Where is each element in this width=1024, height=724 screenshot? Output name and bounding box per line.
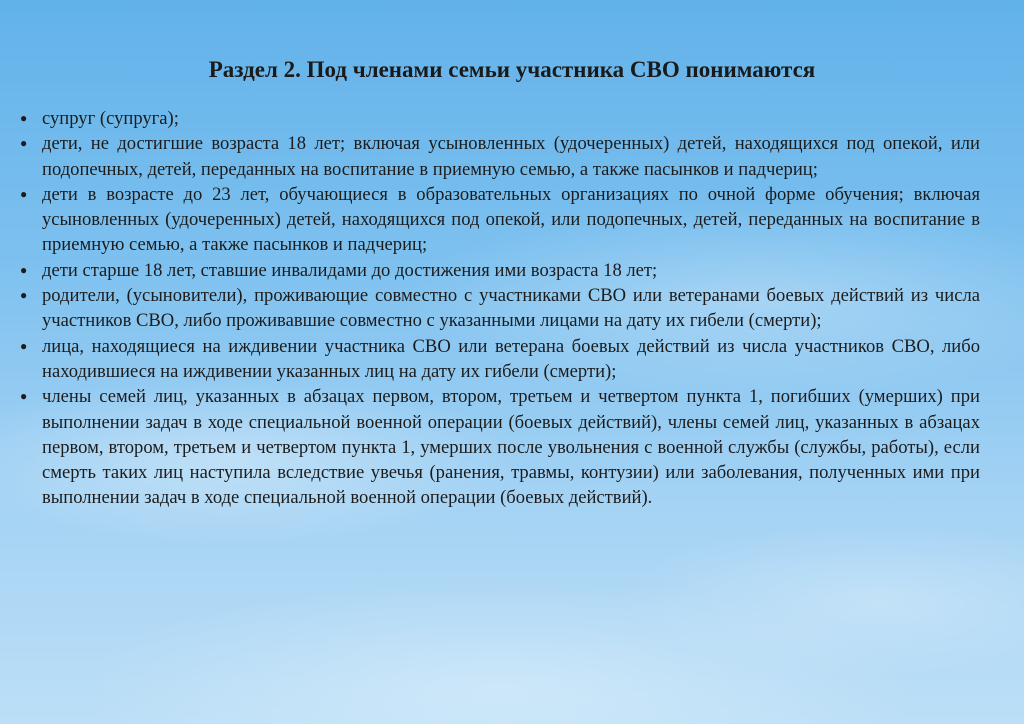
list-item [18,283,980,334]
bullet-icon: ● [20,186,28,201]
list-item-text: дети в возрасте до 23 лет, обучающиеся в образовательных организациях по очной форме обучения; включая усыновленных (удочеренных) детей, находящихся под опекой, или подопечных, детей, переданных на воспитание в приемную семью, а также пасынков и падчериц; [42,183,980,256]
slide-title: Раздел 2. Под членами семьи участника СВО понимаются [208,57,816,82]
list-item-text: родители, (усыновители), проживающие совместно с участниками СВО или ветеранами боевых действий из числа участников СВО, либо проживавшие совместно с указанными лицами на дату их гибели (смерти); [42,285,980,332]
list-item-text: дети, не достигшие возраста 18 лет; включая усыновленных (удочеренных) детей, находящихся под опекой, или подопечных, детей, переданных на воспитание в приемную семью, а также пасынков и падчериц; [42,133,980,180]
list-item [18,334,980,385]
list-item-text: лица, находящиеся на иждивении участника СВО или ветерана боевых действий из числа участников СВО, либо находившиеся на иждивении указанных лиц на дату их гибели (смерти); [42,335,980,382]
list-item [18,106,980,131]
list-item [18,182,980,258]
list-item-text: дети старше 18 лет, ставшие инвалидами до достижения ими возраста 18 лет; [42,259,658,281]
list-item-text: супруг (супруга); [42,108,179,129]
list-item [18,384,980,510]
bullet-icon: ● [20,338,28,353]
bullet-icon: ● [20,111,28,125]
bullet-icon: ● [20,288,28,303]
list-item-text: члены семей лиц, указанных в абзацах первом, втором, третьем и четвертом пункта 1, погибших (умерших) при выполнении задач в ходе специальной военной операции (боевых действий), члены семей лиц, указанных в абзацах первом, втором, третьем и четвертом пункта 1, умерших после увольнения с военной службы (службы, работы), если смерть таких лиц наступила вследствие увечья (ранения, травмы, контузии) или заболевания, полученных ими при выполнении задач в ходе специальной военной операции (боевых действий). [42,386,980,509]
bullet-icon: ● [20,262,28,277]
bullet-icon: ● [20,136,28,151]
list-item [18,258,980,283]
family-members-list [18,106,980,511]
list-item [18,131,980,182]
bullet-icon: ● [20,389,28,404]
